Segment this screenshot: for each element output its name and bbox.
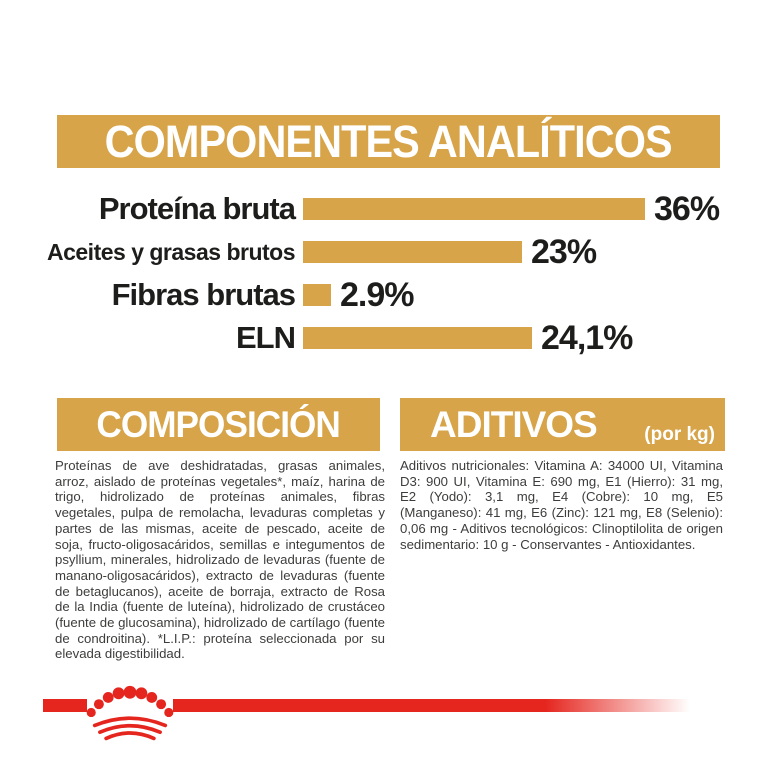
additives-banner — [400, 398, 725, 451]
chart-category-label: Aceites y grasas brutos — [46, 238, 295, 265]
composition-banner — [57, 398, 380, 451]
chart-bar — [303, 198, 645, 220]
chart-category-label: ELN — [236, 320, 295, 355]
composition-title: COMPOSICIÓN — [96, 403, 341, 445]
additives-title: ADITIVOS — [430, 403, 597, 445]
footer-ribbon-right-segment — [173, 699, 690, 712]
chart-value-label: 36% — [654, 189, 720, 228]
analytical-components-banner — [57, 115, 720, 168]
analytical-components-title: COMPONENTES ANALÍTICOS — [104, 115, 673, 167]
chart-row — [40, 232, 597, 271]
chart-bar — [303, 327, 532, 349]
chart-value-label: 23% — [531, 232, 597, 271]
chart-category-label: Proteína bruta — [98, 191, 295, 226]
composition-body-text: Proteínas de ave deshidratadas, grasas animales, arroz, aislado de proteínas vegetales*, maíz, harina de trigo, hidrolizado de proteínas animales, fibras vegetales, pulpa de remolacha, levaduras completas y partes de las mismas, aceite de pescado, aceite de soja, fructo-oligosacáridos, semillas e integumentos de psyllium, minerales, hidrolizado de levaduras (fuente de manano-oligosacáridos), extracto de levaduras (fuente de betaglucanos), aceite de borraja, extracto de Rosa de la India (fuente de luteína), hidrolizado de crustáceo (fuente de glucosamina), hidrolizado de cartílago (fuente de condroitina). *L.I.P.: proteína seleccionada por su elevada digestibilidad. — [55, 458, 385, 662]
chart-bar — [303, 284, 331, 306]
chart-value-label: 24,1% — [541, 318, 633, 357]
additives-unit-note: (por kg) — [644, 424, 715, 445]
additives-body-text: Aditivos nutricionales: Vitamina A: 34000 UI, Vitamina D3: 900 UI, Vitamina E: 690 mg, E1 (Hierro): 31 mg, E2 (Yodo): 3,1 mg, E4 (Cobre): 10 mg, E5 (Manganeso): 41 mg, E6 (Zinc): 121 mg, E8 (Selenio): 0,06 mg - Aditivos tecnológicos: Clinoptilolita de origen sedimentario: 10 g - Conservantes - Antioxidantes. — [400, 458, 723, 552]
chart-row — [40, 318, 633, 357]
chart-bar — [303, 241, 522, 263]
footer-ribbon-left-segment — [43, 699, 87, 712]
chart-row — [40, 189, 720, 228]
royal-canin-crown-logo — [86, 685, 174, 741]
chart-row — [40, 275, 414, 314]
chart-value-label: 2.9% — [340, 275, 414, 314]
chart-category-label: Fibras brutas — [111, 277, 295, 312]
